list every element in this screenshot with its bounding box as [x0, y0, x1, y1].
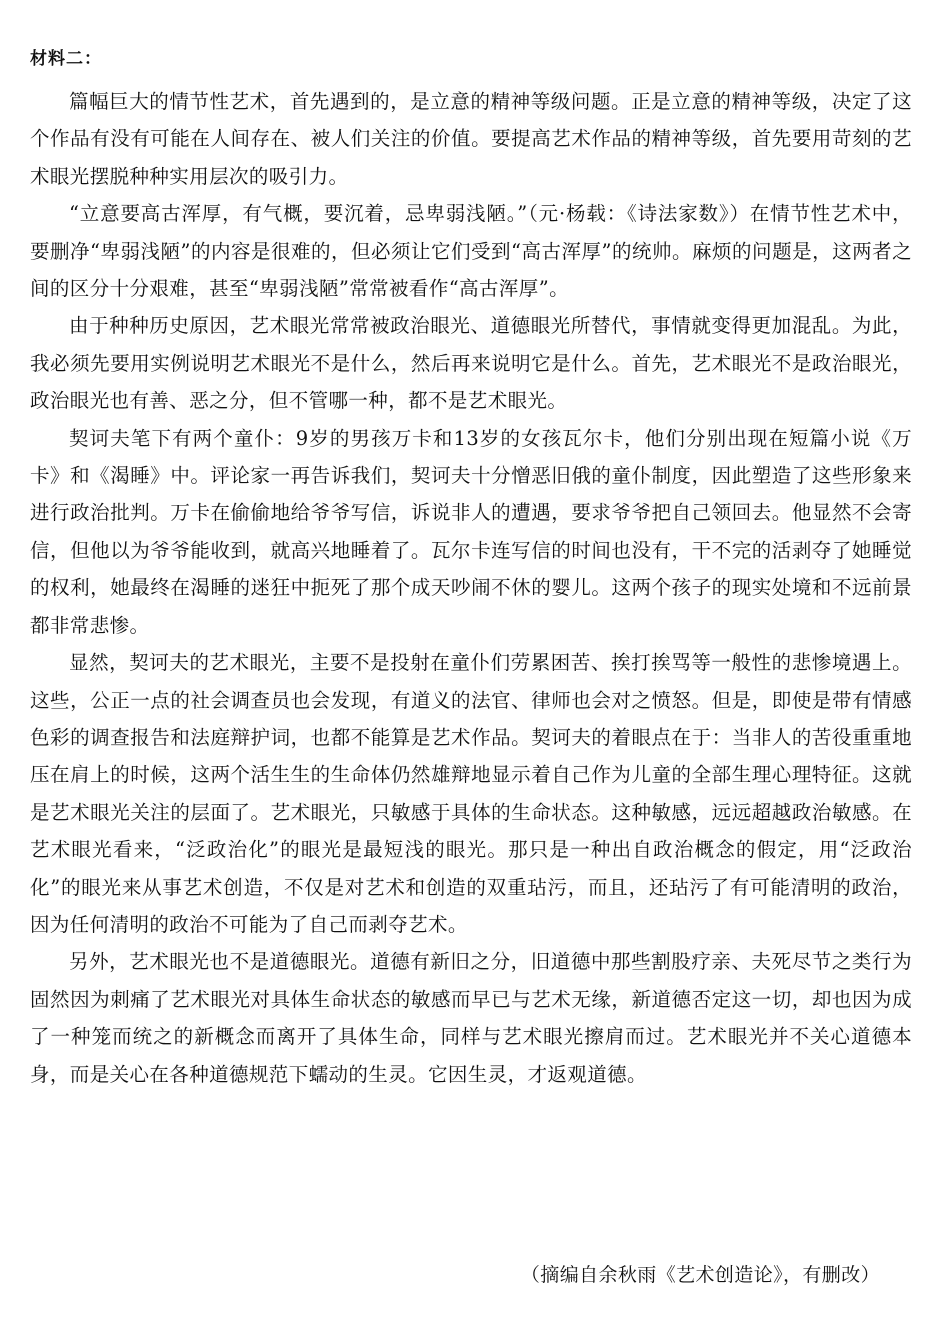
paragraph: 由于种种历史原因，艺术眼光常常被政治眼光、道德眼光所替代，事情就变得更加混乱。为此，我必须先要用实例说明艺术眼光不是什么，然后再来说明它是什么。首先，艺术眼光不是政治眼光，政治眼光也有善、恶之分，但不管哪一种，都不是艺术眼光。	[30, 314, 912, 413]
paragraph: 篇幅巨大的情节性艺术，首先遇到的，是立意的精神等级问题。正是立意的精神等级，决定了这个作品有没有可能在人间存在、被人们关注的价值。要提高艺术作品的精神等级，首先要用苛刻的艺术眼光摆脱种种实用层次的吸引力。	[30, 90, 912, 188]
section-heading: 材料二：	[30, 49, 102, 69]
article-body	[30, 83, 912, 1093]
source-citation: （摘编自余秋雨《艺术创造论》，有删改）	[520, 1264, 880, 1286]
paragraph: 另外，艺术眼光也不是道德眼光。道德有新旧之分，旧道德中那些割股疗亲、夫死尽节之类行为固然因为刺痛了艺术眼光对具体生命状态的敏感而早已与艺术无缘，新道德否定这一切，却也因为成了一种笼而统之的新概念而离开了具体生命，同样与艺术眼光擦肩而过。艺术眼光并不关心道德本身，而是关心在各种道德规范下蠕动的生灵。它因生灵，才返观道德。	[30, 950, 912, 1086]
paragraph: 契诃夫笔下有两个童仆：9岁的男孩万卡和13岁的女孩瓦尔卡，他们分别出现在短篇小说《万卡》和《渴睡》中。评论家一再告诉我们，契诃夫十分憎恶旧俄的童仆制度，因此塑造了这些形象来进行政治批判。万卡在偷偷地给爷爷写信，诉说非人的遭遇，要求爷爷把自己领回去。他显然不会寄信，但他以为爷爷能收到，就高兴地睡着了。瓦尔卡连写信的时间也没有，干不完的活剥夺了她睡觉的权利，她最终在渴睡的迷狂中扼死了那个成天吵闹不休的婴儿。这两个孩子的现实处境和不远前景都非常悲惨。	[30, 426, 912, 637]
paragraph: 显然，契诃夫的艺术眼光，主要不是投射在童仆们劳累困苦、挨打挨骂等一般性的悲惨境遇上。这些，公正一点的社会调查员也会发现，有道义的法官、律师也会对之愤怒。但是，即使是带有情感色彩的调查报告和法庭辩护词，也都不能算是艺术作品。契诃夫的着眼点在于：当非人的苦役重重地压在肩上的时候，这两个活生生的生命体仍然雄辩地显示着自己作为儿童的全部生理心理特征。这就是艺术眼光关注的层面了。艺术眼光，只敏感于具体的生命状态。这种敏感，远远超越政治敏感。在艺术眼光看来，“泛政治化”的眼光是最短浅的眼光。那只是一种出自政治概念的假定，用“泛政治化”的眼光来从事艺术创造，不仅是对艺术和创造的双重玷污，而且，还玷污了有可能清明的政治，因为任何清明的政治不可能为了自己而剥夺艺术。	[30, 651, 912, 936]
paragraph: “立意要高古浑厚，有气概，要沉着，忌卑弱浅陋。”（元·杨载：《诗法家数》）在情节性艺术中，要删净“卑弱浅陋”的内容是很难的，但必须让它们受到“高古浑厚”的统帅。麻烦的问题是，这两者之间的区分十分艰难，甚至“卑弱浅陋”常常被看作“高古浑厚”。	[30, 202, 912, 301]
